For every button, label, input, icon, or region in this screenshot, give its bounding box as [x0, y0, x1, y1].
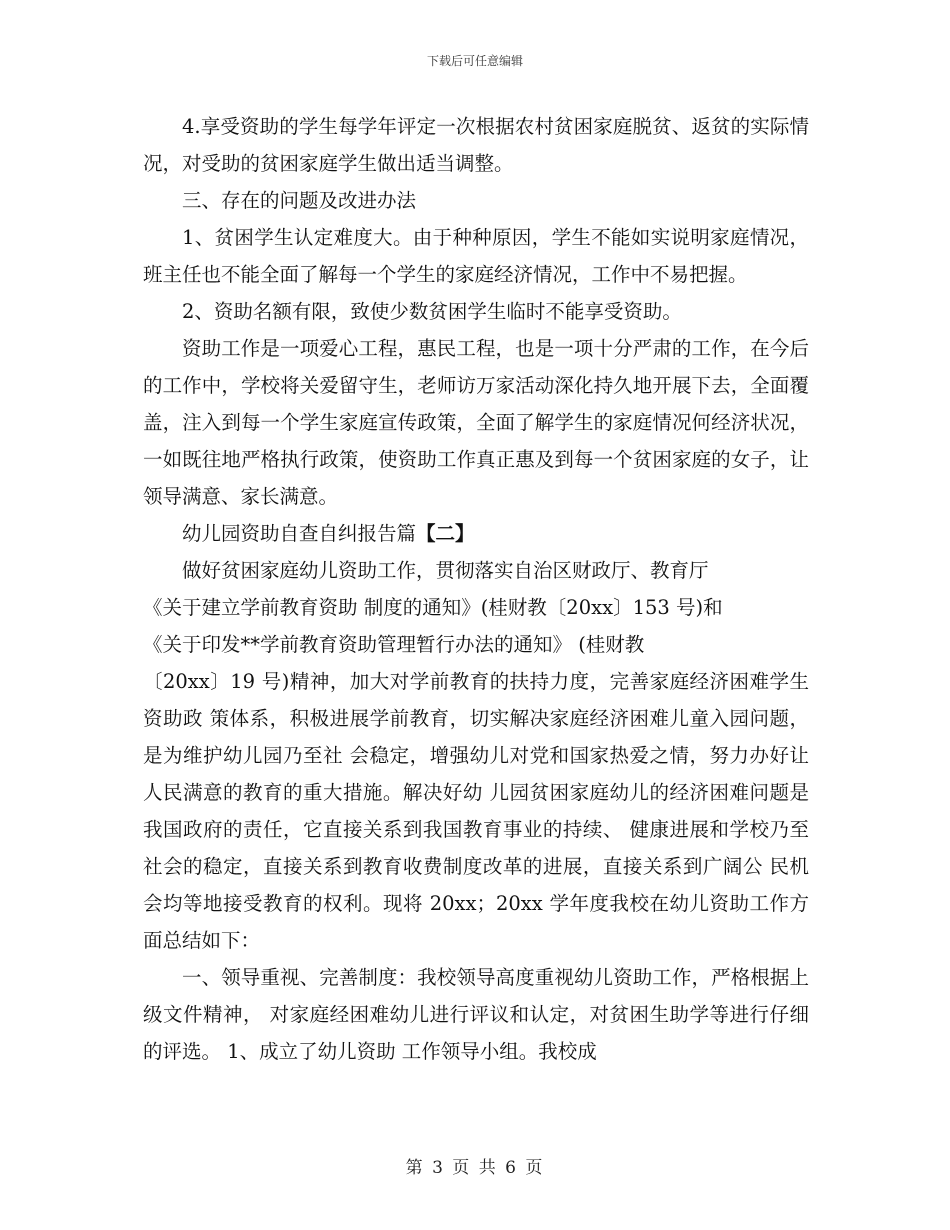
report-title-number: 【二】 — [416, 522, 475, 545]
paragraph-intro-line-2: 《关于建立学前教育资助 制度的通知》(桂财教〔20xx〕153 号)和 — [143, 596, 723, 619]
paragraph-leadership: 一、领导重视、完善制度：我校领导高度重视幼儿资助工作，严格根据上级文件精神， 对家庭经困难幼儿进行评议和认定，对贫困生助学等进行仔细的评选。 1、成立了幼儿资助 工作领导小组。我校成 — [143, 966, 809, 1063]
paragraph-intro-rest: 〔20xx〕19 号)精神，加大对学前教育的扶持力度，完善家庭经济困难学生资助政 策体系，积极进展学前教育，切实解决家庭经济困难儿童入园问题，是为维护幼儿园乃至社 会稳定，增强幼儿对党和国家热爱之情，努力办好让人民满意的教育的重大措施。解决好幼 儿园贫困家庭幼儿的经济困难问题是我国政府的责任，它直接关系到我国教育事业的持续、 健康进展和学校乃至社会的稳定，直接关系到教育收费制度改革的进展，直接关系到广阔公 民机会均等地接受教育的权利。现将 20xx；20xx 学年度我校在幼儿资助工作方面总结如下： — [143, 670, 809, 952]
document-body — [143, 108, 809, 1070]
paragraph-conclusion: 资助工作是一项爱心工程，惠民工程，也是一项十分严肃的工作，在今后的工作中，学校将关爱留守生，老师访万家活动深化持久地开展下去，全面覆盖，注入到每一个学生家庭宣传政策，全面了解学生的家庭情况何经济状况，一如既往地严格执行政策，使资助工作真正惠及到每一个贫困家庭的女子，让领导满意、家长满意。 — [143, 337, 809, 508]
page-number: 第 3 页 共 6 页 — [405, 1158, 545, 1178]
paragraph-problem-1: 1、贫困学生认定难度大。由于种种原因，学生不能如实说明家庭情况，班主任也不能全面了解每一个学生的家庭经济情况，工作中不易把握。 — [143, 226, 809, 286]
paragraph-problem-2: 2、资助名额有限，致使少数贫困学生临时不能享受资助。 — [182, 300, 682, 323]
paragraph-intro-line-1: 做好贫困家庭幼儿资助工作，贯彻落实自治区财政厅、教育厅 — [182, 559, 709, 582]
paragraph-intro-line-3: 《关于印发**学前教育资助管理暂行办法的通知》 (桂财教 — [143, 633, 645, 656]
report-title — [143, 515, 809, 552]
report-title-text: 幼儿园资助自查自纠报告篇 — [182, 522, 417, 545]
section-heading-problems: 三、存在的问题及改进办法 — [182, 189, 417, 212]
page-header: 下载后可任意编辑 — [426, 54, 523, 68]
paragraph-item-4: 4.享受资助的学生每学年评定一次根据农村贫困家庭脱贫、返贫的实际情况，对受助的贫困家庭学生做出适当调整。 — [143, 115, 809, 175]
